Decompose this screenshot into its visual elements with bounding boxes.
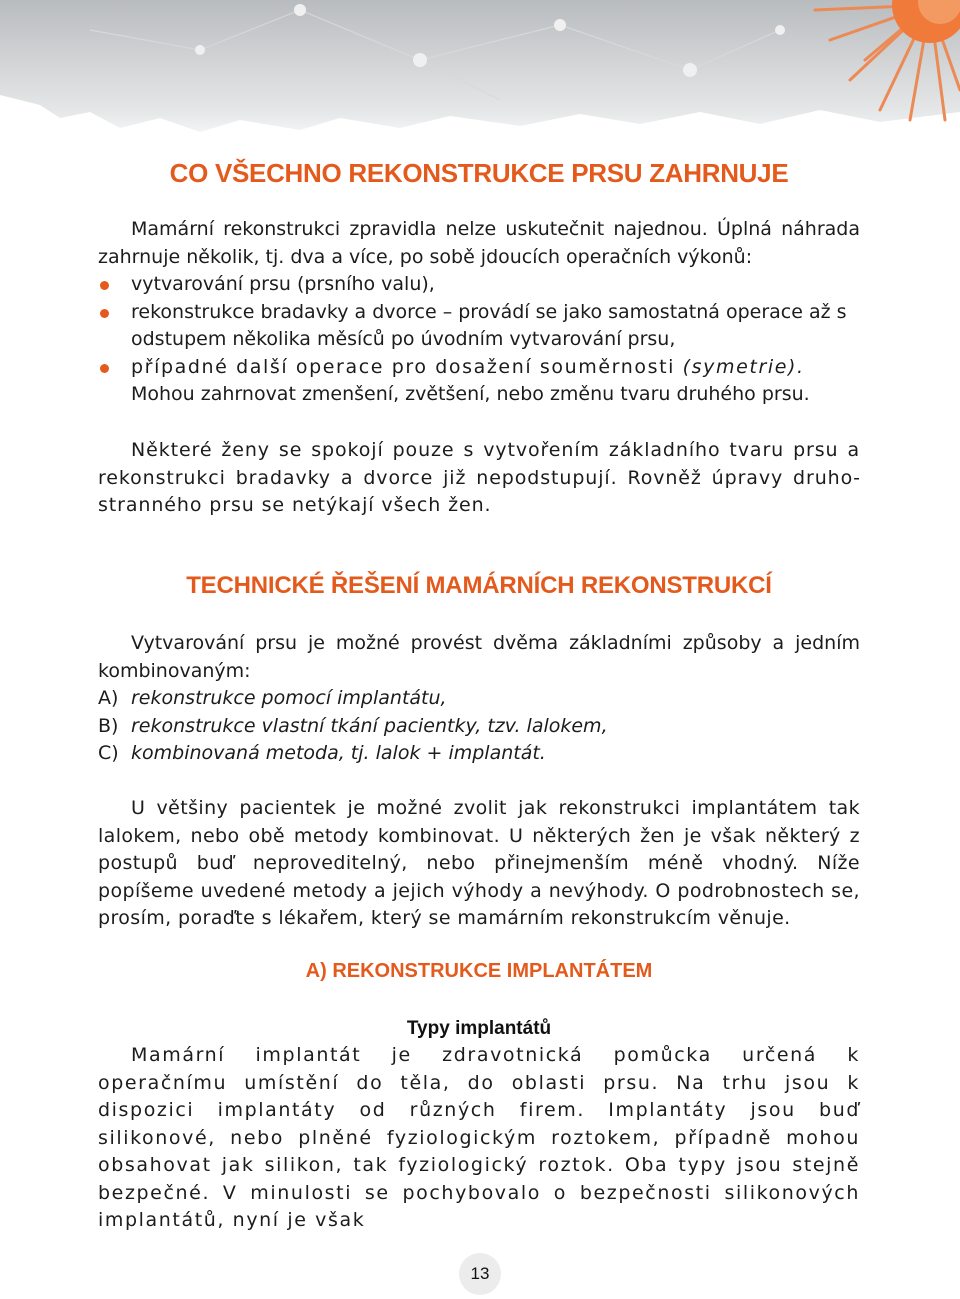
- section-body: [98, 630, 860, 768]
- page-number: 13: [459, 1253, 501, 1295]
- list-item: A) rekonstrukce pomocí implantátu,: [98, 687, 447, 709]
- list-item: B) rekonstrukce vlastní tkání pacientky, tzv. lalokem,: [98, 714, 608, 737]
- bullet-icon: [100, 281, 109, 290]
- section-heading: CO VŠECHNO REKONSTRUKCE PRSU ZAHRNUJE: [169, 158, 789, 188]
- section-heading: TECHNICKÉ ŘEŠENÍ MAMÁRNÍCH REKONSTRUKCÍ: [186, 572, 772, 599]
- bullet-icon: [100, 309, 109, 318]
- subheading: Typy implantátů: [406, 1018, 552, 1039]
- intro-paragraph: Vytvarování prsu je možné provést dvěma základními způsoby a jedním kombinovaným:: [98, 632, 860, 682]
- list-item: vytvarování prsu (prsního valu),: [98, 271, 860, 299]
- paragraph: Některé ženy se spokojí pouze s vytvořením základního tvaru prsu a rekonstrukci bradavky a dvorce již nepodstupují. Rovněž úpravy druhostranného prsu se netýkají všech žen.: [98, 439, 860, 516]
- list-item: rekonstrukce bradavky a dvorce – provádí se jako samostatná operace až s odstupem několika měsíců po úvodním vytvarování prsu,: [98, 299, 860, 354]
- bullet-icon: [100, 364, 109, 373]
- section-body: [98, 216, 860, 409]
- intro-paragraph: Mamární rekonstrukci zpravidla nelze uskutečnit najednou. Úplná náhrada zahrnuje několik, tj. dva a více, po sobě jdoucích operačních výkonů:: [98, 218, 860, 268]
- bullet-list: [98, 271, 860, 409]
- header-decoration: [0, 0, 960, 150]
- section-heading: A) REKONSTRUKCE IMPLANTÁTEM: [305, 960, 653, 982]
- section-body: [98, 1042, 860, 1235]
- list-item: C) kombinovaná metoda, tj. lalok + implantát.: [98, 742, 546, 764]
- list-item: případné další operace pro dosažení souměrnosti (symetrie). Mohou zahrnovat zmenšení, zvětšení, nebo změnu tvaru druhého prsu.: [98, 354, 860, 409]
- section-body: [98, 437, 860, 520]
- section-body: [98, 795, 860, 933]
- paragraph: U většiny pacientek je možné zvolit jak rekonstrukci implantátem tak lalokem, nebo obě metody kombinovat. U některých žen je však některý z postupů buď neproveditelný, nebo přinejmenším méně vhodný. Níže popíšeme uvedené metody a jejich výhody a nevýhody. O podrobnostech se, prosím, poraďte s lékařem, který se mamárním rekonstrukcím věnuje.: [98, 797, 860, 929]
- paragraph: Mamární implantát je zdravotnická pomůcka určená k operačnímu umístění do těla, do oblasti prsu. Na trhu jsou k dispozici implantáty od různých firem. Implantáty jsou buď silikonové, nebo plněné fyziologickým roztokem, případně mohou obsahovat jak silikon, tak fyziologický roztok. Oba typy jsou stejně bezpečné. V minulosti se pochybovalo o bezpečnosti silikonových implantátů, nyní je však: [98, 1044, 860, 1231]
